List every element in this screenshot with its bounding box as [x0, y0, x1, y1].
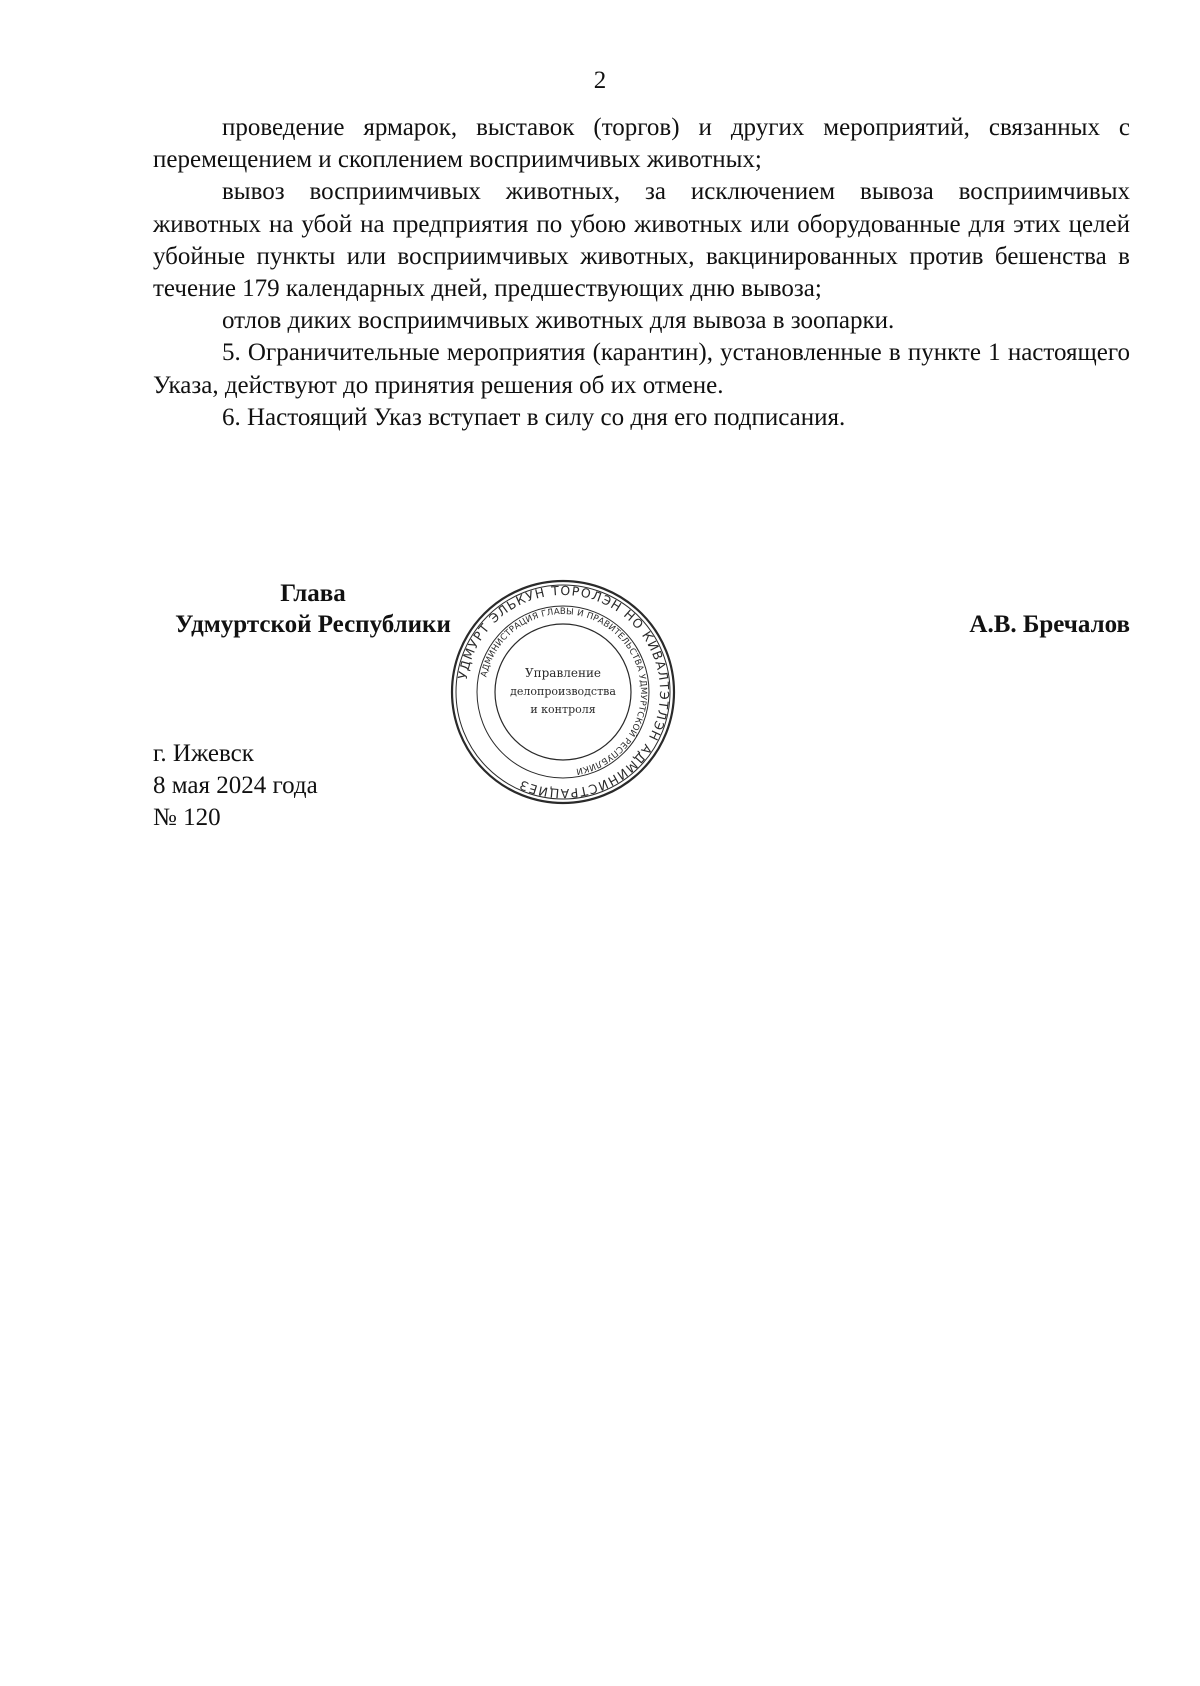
paragraph-wild-animals: отлов диких восприимчивых животных для вывоза в зоопарки. [222, 307, 895, 335]
signatory-title [153, 578, 473, 640]
official-seal [448, 577, 678, 807]
city: г. Ижевск [153, 740, 254, 767]
page-number: 2 [593, 67, 607, 94]
seal-center-line-3: и контроля [530, 703, 596, 716]
paragraph-item-5: 5. Ограничительные мероприятия (карантин), установленные в пункте 1 настоящего Указа, действуют до принятия решения об их отмене. [153, 339, 1130, 399]
signing-date: 8 мая 2024 года [153, 772, 318, 799]
signatory-name: А.В. Бречалов [969, 611, 1130, 638]
seal-inner-text: АДМИНИСТРАЦИЯ ГЛАВЫ И ПРАВИТЕЛЬСТВА УДМУРТСКОЙ РЕСПУБЛИКИ [479, 606, 649, 776]
decree-number: № 120 [153, 804, 221, 831]
seal-center-line-2: делопроизводства [510, 685, 616, 698]
document-body [153, 112, 1130, 434]
place-date-block [153, 738, 318, 834]
paragraph-fairs: проведение ярмарок, выставок (торгов) и других мероприятий, связанных с перемещением и скоплением восприимчивых животных; [153, 114, 1130, 174]
signatory-title-line-2: Удмуртской Республики [175, 611, 451, 638]
paragraph-animal-export: вывоз восприимчивых животных, за исключением вывоза восприимчивых животных на убой на предприятия по убою животных или оборудованные для этих целей убойные пункты или восприимчивых животных, вакцинированных против бешенства в течение 179 календарных дней, предшествующих дню вывоза; [153, 178, 1130, 303]
signatory-title-line-1: Глава [280, 580, 346, 607]
seal-outer-text: УДМУРТ ЭЛЬКУН ТОРОЛЭН НО КИВАЛТЭТЛЭН АДМИНИСТРАЦИЕЗ [454, 582, 673, 802]
seal-center-line-1: Управление [524, 666, 602, 680]
paragraph-item-6: 6. Настоящий Указ вступает в силу со дня его подписания. [222, 403, 846, 431]
